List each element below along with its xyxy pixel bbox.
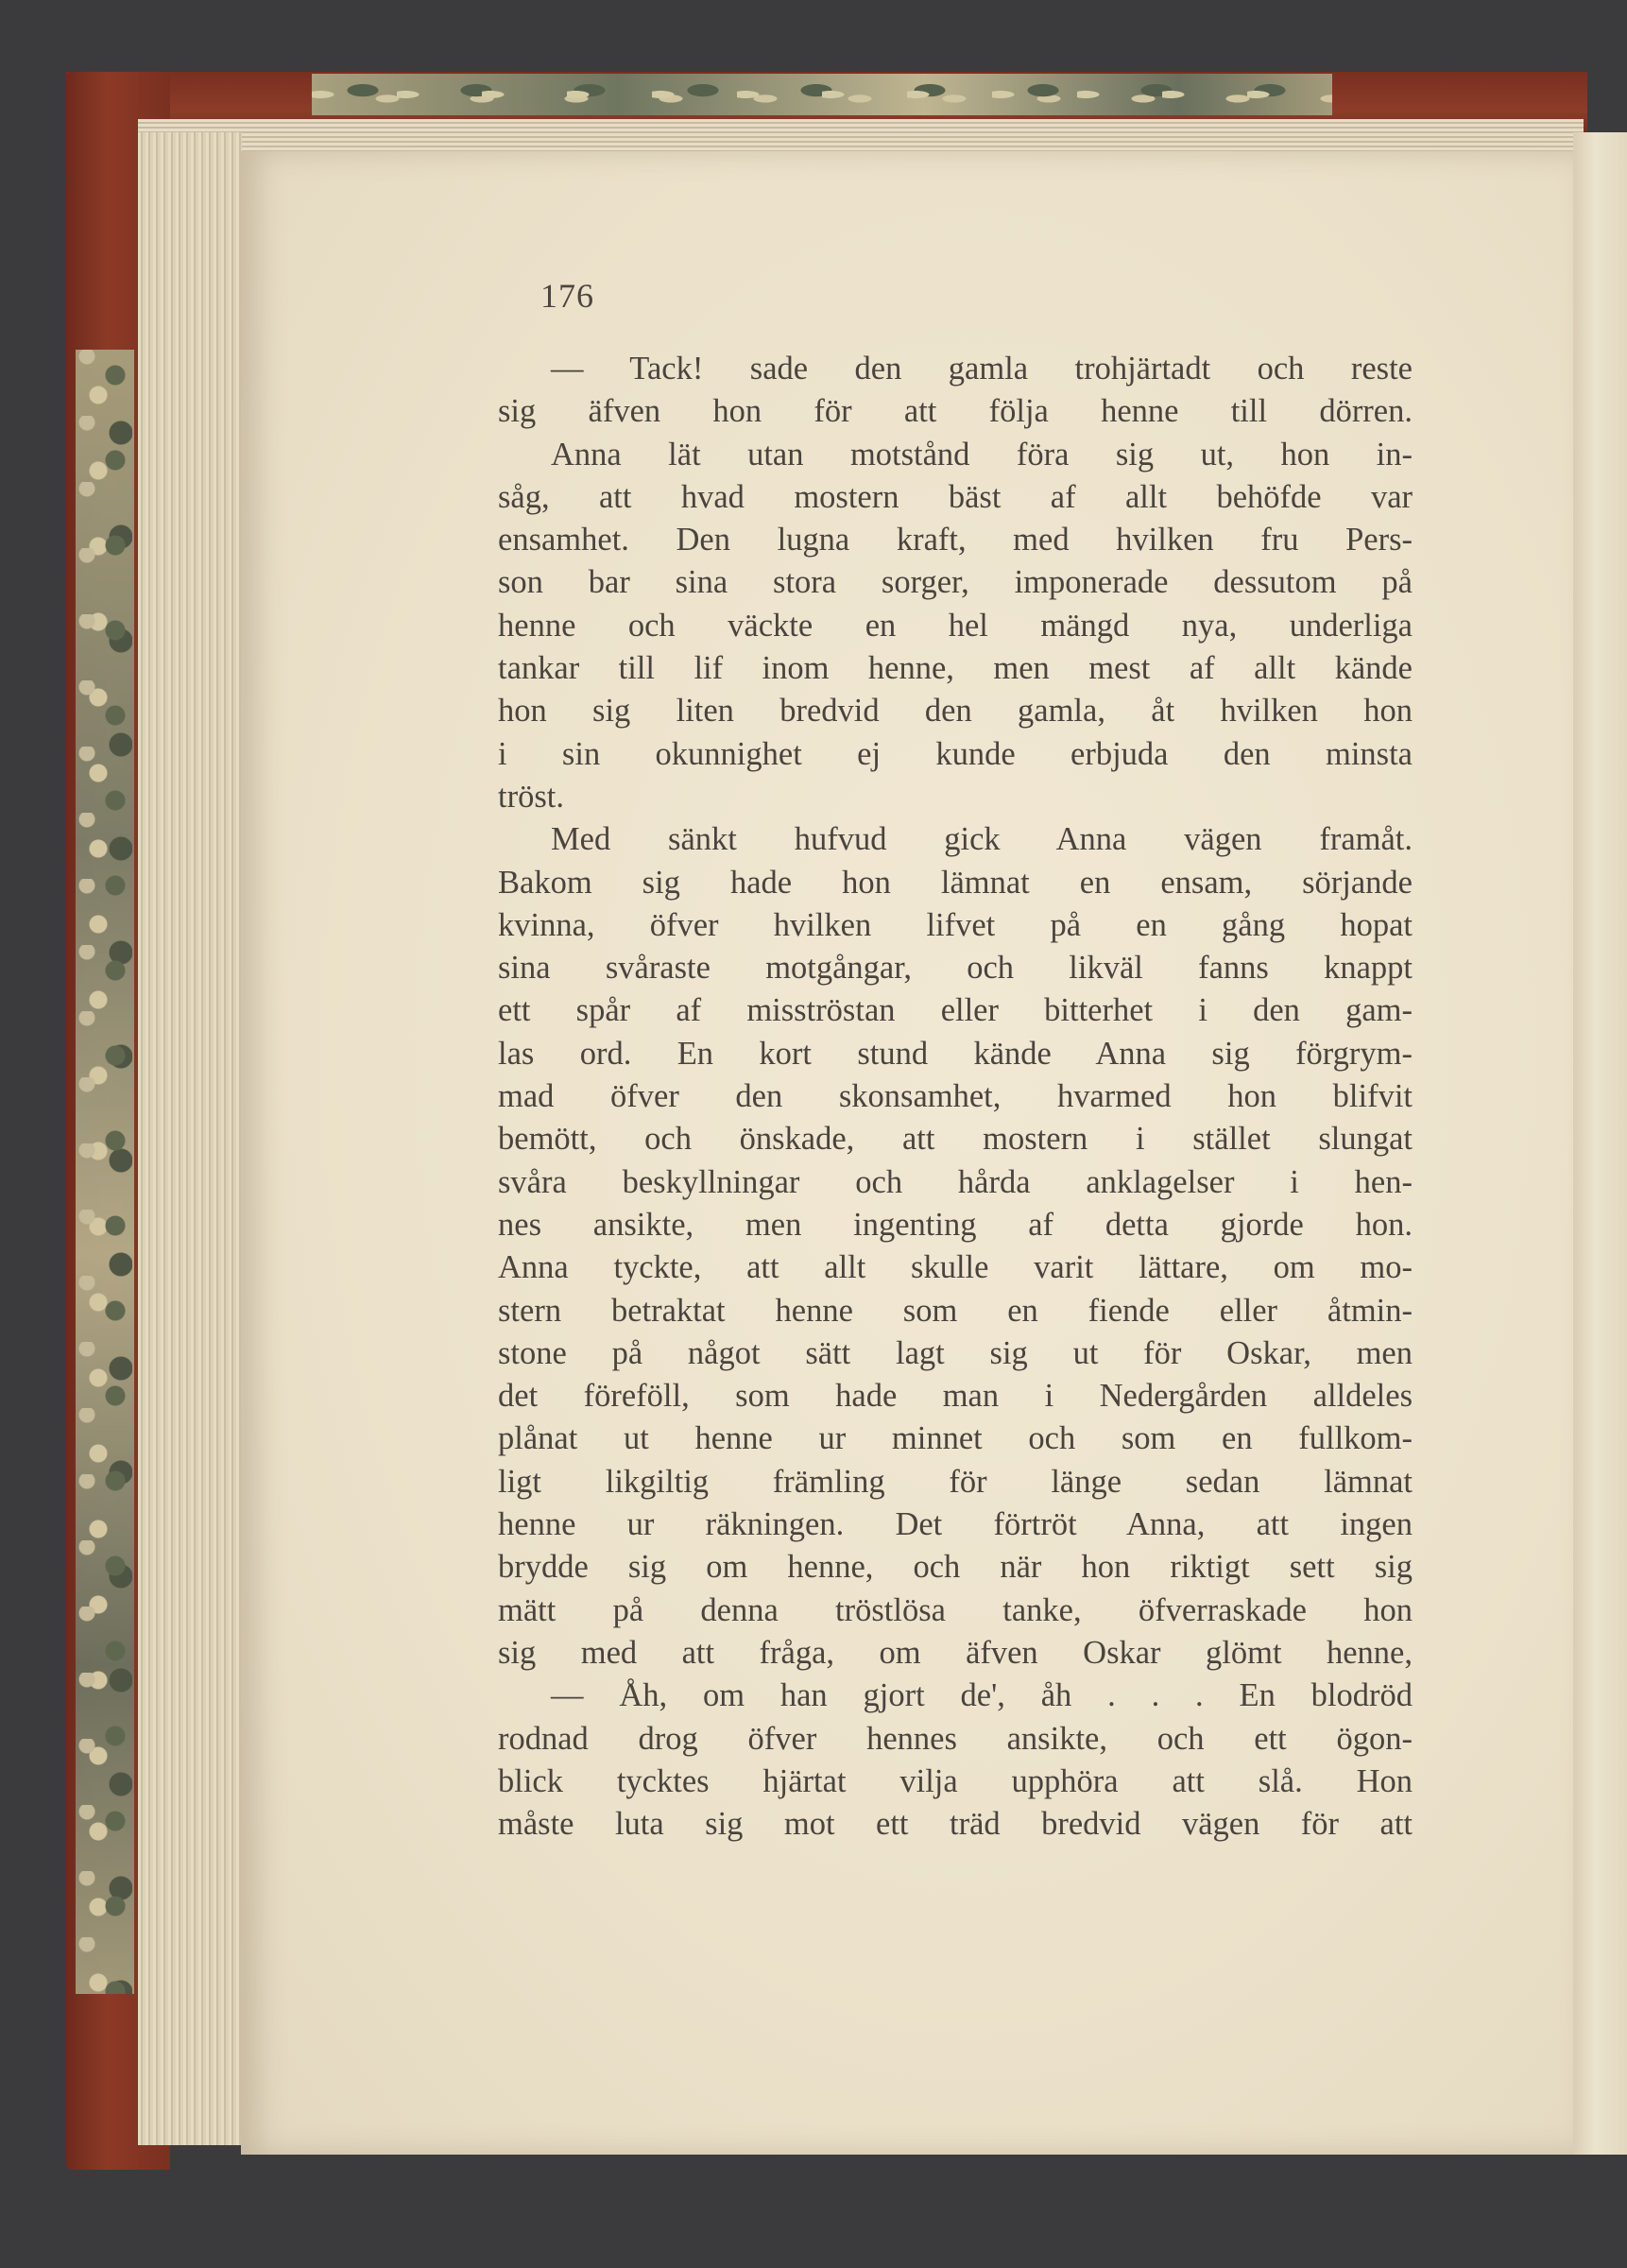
text-line: Med sänkt hufvud gick Anna vägen framåt.	[551, 821, 1413, 858]
text-line: ligt likgiltig främling för länge sedan lämnat	[498, 1463, 1413, 1500]
text-line: henne ur räkningen. Det förtröt Anna, att ingen	[498, 1506, 1413, 1543]
text-line: Anna lät utan motstånd föra sig ut, hon in-	[551, 436, 1413, 472]
text-line: i sin okunnighet ej kunde erbjuda den minsta	[498, 735, 1413, 772]
marbled-cover-top	[312, 74, 1332, 115]
text-line: rodnad drog öfver hennes ansikte, och ett ögon-	[498, 1720, 1413, 1757]
text-line: bemött, och önskade, att mostern i stället slungat	[498, 1121, 1413, 1158]
page-stack-top	[138, 119, 1584, 155]
text-line: mad öfver den skonsamhet, hvarmed hon blifvit	[498, 1078, 1413, 1115]
page-number: 176	[540, 277, 594, 315]
text-line: tankar till lif inom henne, men mest af allt kände	[498, 650, 1413, 687]
marbled-cover-spine	[76, 350, 134, 1994]
text-line: henne och väckte en hel mängd nya, underliga	[498, 607, 1413, 644]
text-line: nes ansikte, men ingenting af detta gjorde hon.	[498, 1206, 1413, 1243]
text-line: såg, att hvad mostern bäst af allt behöfde var	[498, 478, 1413, 515]
text-line: brydde sig om henne, och när hon riktigt sett sig	[498, 1549, 1413, 1586]
text-line: blick tycktes hjärtat vilja upphöra att slå. Hon	[498, 1762, 1413, 1799]
text-line: måste luta sig mot ett träd bredvid vägen för att	[498, 1806, 1413, 1843]
text-line: mätt på denna tröstlösa tanke, öfverraskade hon	[498, 1591, 1413, 1628]
facing-page-edge	[1573, 132, 1627, 2155]
text-line: — Tack! sade den gamla trohjärtadt och reste	[551, 351, 1413, 387]
text-line: ensamhet. Den lugna kraft, med hvilken fru Pers-	[498, 522, 1413, 558]
text-line: kvinna, öfver hvilken lifvet på en gång hopat	[498, 906, 1413, 943]
text-line: sig med att fråga, om äfven Oskar glömt henne,	[498, 1634, 1413, 1671]
text-line: son bar sina stora sorger, imponerade dessutom på	[498, 564, 1413, 601]
text-line: sig äfven hon för att följa henne till dörren.	[498, 393, 1413, 430]
text-line: ett spår af misströstan eller bitterhet i den gam-	[498, 992, 1413, 1029]
text-line: stone på något sätt lagt sig ut för Oskar, men	[498, 1334, 1413, 1371]
text-line: svåra beskyllningar och hårda anklagelser i hen-	[498, 1163, 1413, 1200]
text-line: tröst.	[498, 778, 564, 815]
text-line: stern betraktat henne som en fiende eller åtmin-	[498, 1292, 1413, 1329]
text-line: Anna tyckte, att allt skulle varit lättare, om mo-	[498, 1249, 1413, 1286]
text-line: det föreföll, som hade man i Nedergården alldeles	[498, 1378, 1413, 1415]
text-line: sina svåraste motgångar, och likväl fanns knappt	[498, 950, 1413, 987]
text-line: hon sig liten bredvid den gamla, åt hvilken hon	[498, 693, 1413, 730]
text-line: Bakom sig hade hon lämnat en ensam, sörjande	[498, 864, 1413, 901]
body-text	[498, 348, 1413, 1846]
text-line: plånat ut henne ur minnet och som en fullkom-	[498, 1420, 1413, 1457]
page-stack-left	[138, 132, 242, 2145]
text-line: — Åh, om han gjort de', åh . . . En blodröd	[551, 1677, 1413, 1714]
text-line: las ord. En kort stund kände Anna sig förgrym-	[498, 1035, 1413, 1072]
